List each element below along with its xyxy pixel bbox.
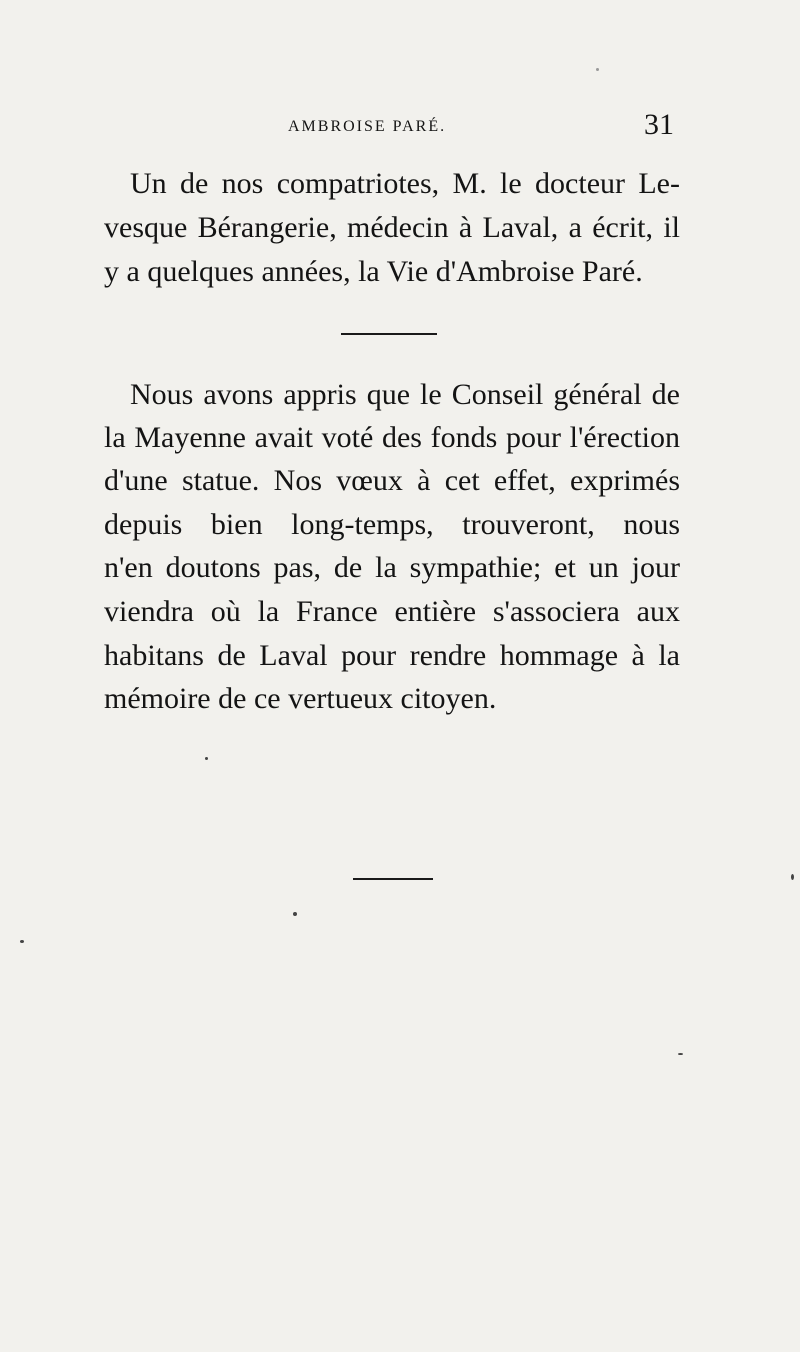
text-line: d'une statue. Nos vœux à cet effet, exprimés (104, 464, 680, 497)
text-line: Nous avons appris que le Conseil général de (130, 378, 680, 411)
end-divider (353, 878, 433, 880)
text-line: mémoire de ce vertueux citoyen. (104, 682, 497, 715)
page-number: 31 (644, 108, 674, 141)
text-line: depuis bien long-temps, trouveront, nous (104, 508, 680, 541)
running-title: AMBROISE PARÉ. (288, 118, 447, 135)
text-line: viendra où la France entière s'associera aux (104, 595, 680, 628)
text-line: Un de nos compatriotes, M. le docteur Le- (130, 167, 680, 200)
text-line: y a quelques années, la Vie d'Ambroise Paré. (104, 255, 643, 288)
text-line: la Mayenne avait voté des fonds pour l'érection (104, 421, 680, 454)
section-divider (341, 333, 437, 335)
text-line: n'en doutons pas, de la sympathie; et un jour (104, 551, 680, 584)
text-line: habitans de Laval pour rendre hommage à la (104, 639, 680, 672)
paper-speck (791, 874, 794, 880)
paper-speck (596, 68, 599, 71)
paper-speck (293, 912, 297, 916)
paper-speck (205, 757, 208, 760)
text-line: vesque Bérangerie, médecin à Laval, a écrit, il (104, 211, 680, 244)
paper-speck (678, 1053, 683, 1055)
paper-speck (20, 940, 24, 943)
